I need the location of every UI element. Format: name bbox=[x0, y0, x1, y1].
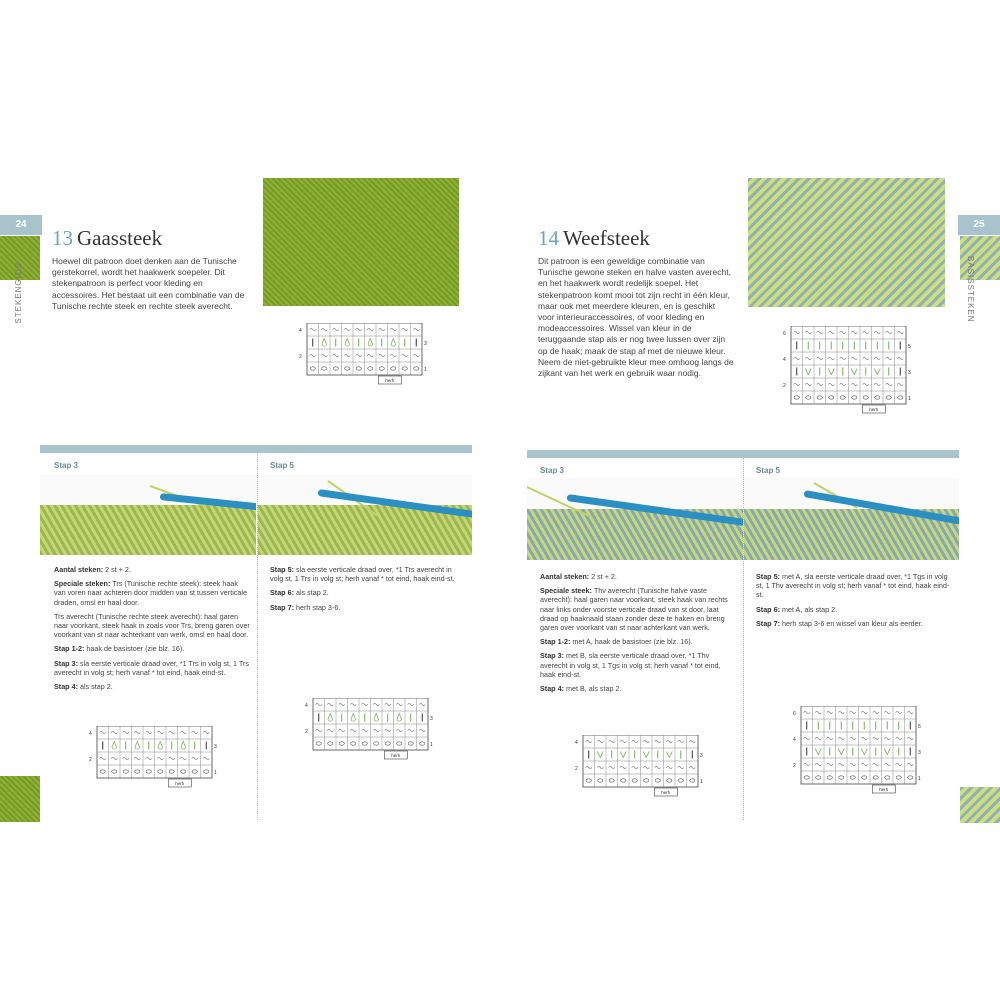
instruction-label: Stap 1-2: bbox=[540, 637, 571, 647]
step-photo-left-a bbox=[40, 475, 256, 555]
instruction-text: sla eerste verticale draad over, *1 Trs averecht in volg st, 1 Trs in volg st; herh vanaf * tot eind, haak eind-st. bbox=[270, 565, 455, 584]
instruction-text: sla eerste verticale draad over, *1 Trs in volg st, 1 Trs averecht in volg st; herh vanaf * tot eind, haak eind-st. bbox=[54, 658, 249, 677]
instruction-label: Speciale steek: bbox=[540, 586, 592, 596]
chart-repeat-label: herh bbox=[879, 787, 889, 792]
chart-row-number: 2 bbox=[783, 383, 786, 389]
instruction-paragraph bbox=[270, 565, 466, 583]
step-label-right-a: Stap 3 bbox=[540, 466, 565, 475]
instruction-paragraph bbox=[540, 684, 736, 693]
section-tab-left: STEKENGIDS bbox=[14, 262, 23, 324]
instruction-paragraph bbox=[270, 588, 466, 597]
instruction-text: haak de basistoer (zie blz. 16). bbox=[84, 644, 185, 654]
chart-row-number: 4 bbox=[783, 357, 786, 363]
chart-row-number: 4 bbox=[89, 731, 92, 737]
stitch-number: 14 bbox=[538, 226, 559, 250]
stitch-intro-left: Hoewel dit patroon doet denken aan de Tunische gerstekorrel, wordt het haakwerk soepeler. Dit stekenpatroon is perfect voor kleding en accessoires. Het bestaat uit een combinatie van de Tunische rechte steek en rechte steek averecht. bbox=[52, 256, 245, 311]
chart-row-number: 1 bbox=[700, 779, 703, 785]
chart-row-number: 6 bbox=[793, 711, 796, 717]
instruction-paragraph bbox=[54, 659, 250, 677]
instruction-label: Stap 4: bbox=[54, 682, 78, 692]
chart-row-number: 5 bbox=[918, 724, 921, 730]
instruction-paragraph bbox=[54, 644, 250, 653]
chart-row-number: 1 bbox=[430, 742, 433, 748]
instruction-label: Stap 3: bbox=[54, 658, 78, 668]
instruction-paragraph bbox=[540, 651, 736, 679]
chart-row-number: 1 bbox=[214, 770, 217, 776]
instructions-right-col1 bbox=[540, 572, 736, 698]
stitch-swatch-photo-right bbox=[748, 178, 945, 307]
instruction-text: 2 st + 2. bbox=[103, 565, 131, 574]
instruction-text: 2 st + 2. bbox=[589, 572, 617, 581]
instruction-paragraph bbox=[54, 682, 250, 691]
chart-row-number: 3 bbox=[908, 370, 911, 376]
stitch-number: 13 bbox=[52, 226, 73, 250]
page-number-left: 24 bbox=[0, 215, 42, 235]
instruction-text: Thv averecht (Tunische halve vaste averecht): haal garen naar voorkant, steek haak van rechts naar links onder voorste verticale draad van st door, laat draad op haaknaald staan zonder deze te haken en breng garen over voorkant van st naar achterkant van werk. bbox=[540, 586, 728, 633]
chart-row-number: 2 bbox=[305, 729, 308, 735]
chart-row-number: 2 bbox=[793, 763, 796, 769]
instruction-paragraph bbox=[540, 637, 736, 646]
stitch-chart-right-col2 bbox=[792, 706, 927, 798]
instruction-label: Stap 5: bbox=[270, 565, 294, 574]
instruction-label: Aantal steken: bbox=[540, 572, 590, 581]
chart-row-number: 3 bbox=[430, 716, 433, 722]
instruction-paragraph bbox=[756, 619, 952, 628]
chart-repeat-label: herh bbox=[391, 753, 401, 758]
chart-row-number: 3 bbox=[214, 744, 217, 750]
chart-row-number: 1 bbox=[424, 367, 427, 373]
chart-row-number: 5 bbox=[908, 344, 911, 350]
chart-row-number: 1 bbox=[908, 396, 911, 402]
instruction-text: als stap 2. bbox=[293, 588, 329, 598]
instruction-label: Stap 6: bbox=[270, 588, 294, 598]
stitch-intro-right: Dit patroon is een geweldige combinatie van Tunische gewone steken en halve vasten averecht, en het haakwerk wordt redelijk soepel. Het stekenpatroon komt mooi tot zijn recht in één kleur, maar ook met meerdere kleuren, en is geschikt voor interieuraccessoires, of voor kleding en modeaccessoires. Wissel van kleur in de teruggaande stap als er nog twee lussen over zijn op de haak; maak de stap af met de nieuwe kleur. Neem de niet-gebruikte kleur mee omhoog langs de zijkant van het werk en gebruik waar nodig. bbox=[538, 256, 734, 379]
step-photo-left-b bbox=[258, 475, 472, 555]
instruction-paragraph bbox=[540, 586, 736, 632]
step-label-left-b: Stap 5 bbox=[270, 461, 295, 470]
chart-row-number: 2 bbox=[299, 354, 302, 360]
corner-swatch-left-bottom bbox=[0, 776, 40, 822]
instruction-label: Stap 7: bbox=[270, 602, 294, 612]
stitch-chart-left-top bbox=[298, 323, 433, 389]
step-header-bar-left bbox=[40, 445, 472, 453]
stitch-title-right bbox=[538, 226, 650, 251]
chart-row-number: 2 bbox=[89, 757, 92, 763]
instruction-label: Aantal steken: bbox=[54, 565, 104, 574]
section-tab-right: BASISSTEKEN bbox=[966, 256, 975, 323]
stitch-swatch-photo-left bbox=[263, 178, 459, 306]
chart-row-number: 3 bbox=[918, 750, 921, 756]
instruction-text: herh stap 3-6 en wissel van kleur als eerder. bbox=[779, 618, 923, 628]
chart-row-number: 1 bbox=[918, 776, 921, 782]
chart-row-number: 4 bbox=[575, 740, 578, 746]
page-number-right: 25 bbox=[958, 215, 1000, 235]
instruction-label: Stap 7: bbox=[756, 618, 780, 628]
chart-row-number: 4 bbox=[299, 328, 302, 334]
instruction-text: met A, haak de basistoer (zie blz. 16). bbox=[570, 637, 693, 647]
instruction-text: met A, als stap 2. bbox=[779, 604, 838, 614]
instruction-paragraph bbox=[54, 565, 250, 574]
instruction-text: Trs (Tunische rechte steek): steek haak van voren naar achteren door midden van st tussen verticale draden, omsl en haal door. bbox=[54, 579, 247, 607]
instruction-text: met B, sla eerste verticale draad over, *1 Thv averecht in volg st, 1 Tgs in volg st; herh vanaf * tot eind, haak eind-st. bbox=[540, 651, 721, 679]
instruction-label: Stap 6: bbox=[756, 604, 780, 614]
instruction-paragraph bbox=[54, 579, 250, 607]
chart-repeat-label: herh bbox=[661, 790, 671, 795]
chart-row-number: 3 bbox=[424, 341, 427, 347]
stitch-title-left bbox=[52, 226, 162, 251]
chart-repeat-label: herh bbox=[175, 781, 185, 786]
step-label-left-a: Stap 3 bbox=[54, 461, 79, 470]
instructions-left-col1 bbox=[54, 565, 250, 696]
chart-row-number: 6 bbox=[783, 331, 786, 337]
stitch-chart-left-col2 bbox=[304, 698, 439, 764]
stitch-name: Gaassteek bbox=[77, 226, 163, 250]
instruction-text: met A, sla eerste verticale draad over, *1 Tgs in volg st, 1 Thv averecht in volg st; herh vanaf * tot eind, haak eind-st. bbox=[756, 572, 950, 600]
corner-swatch-right-bottom bbox=[960, 787, 1000, 823]
step-label-right-b: Stap 5 bbox=[756, 466, 781, 475]
instruction-label: Stap 3: bbox=[540, 651, 564, 661]
instruction-paragraph bbox=[54, 612, 250, 640]
instruction-paragraph bbox=[540, 572, 736, 581]
stitch-chart-right-col1 bbox=[574, 735, 709, 801]
instruction-paragraph bbox=[756, 605, 952, 614]
chart-repeat-label: herh bbox=[385, 378, 395, 383]
instruction-text: met B, als stap 2. bbox=[563, 684, 622, 694]
stitch-chart-right-top bbox=[782, 326, 917, 418]
instruction-text: herh stap 3-6. bbox=[293, 602, 341, 612]
instruction-text: Trs averecht (Tunische rechte steek averecht): haal garen naar voorkant, steek haak in zoals voor Trs, breng garen over voorkant van st naar achterkant van werk, omsl en haal door. bbox=[54, 611, 250, 640]
instruction-label: Speciale steken: bbox=[54, 579, 111, 589]
chart-row-number: 4 bbox=[305, 703, 308, 709]
chart-row-number: 4 bbox=[793, 737, 796, 743]
chart-repeat-label: herh bbox=[869, 407, 879, 412]
instruction-text: als stap 2. bbox=[77, 682, 113, 692]
chart-row-number: 3 bbox=[700, 753, 703, 759]
stitch-chart-left-bottom bbox=[88, 726, 223, 792]
step-photo-right-a bbox=[527, 478, 743, 560]
chart-row-number: 2 bbox=[575, 766, 578, 772]
instruction-label: Stap 1-2: bbox=[54, 644, 85, 654]
step-photo-right-b bbox=[744, 478, 959, 560]
instruction-paragraph bbox=[270, 603, 466, 612]
instruction-label: Stap 5: bbox=[756, 572, 780, 581]
stitch-name: Weefsteek bbox=[563, 226, 650, 250]
step-header-bar-right bbox=[527, 450, 959, 458]
instruction-paragraph bbox=[756, 572, 952, 600]
instruction-label: Stap 4: bbox=[540, 684, 564, 694]
instructions-right-col2 bbox=[756, 572, 952, 633]
instructions-left-col2 bbox=[270, 565, 466, 617]
